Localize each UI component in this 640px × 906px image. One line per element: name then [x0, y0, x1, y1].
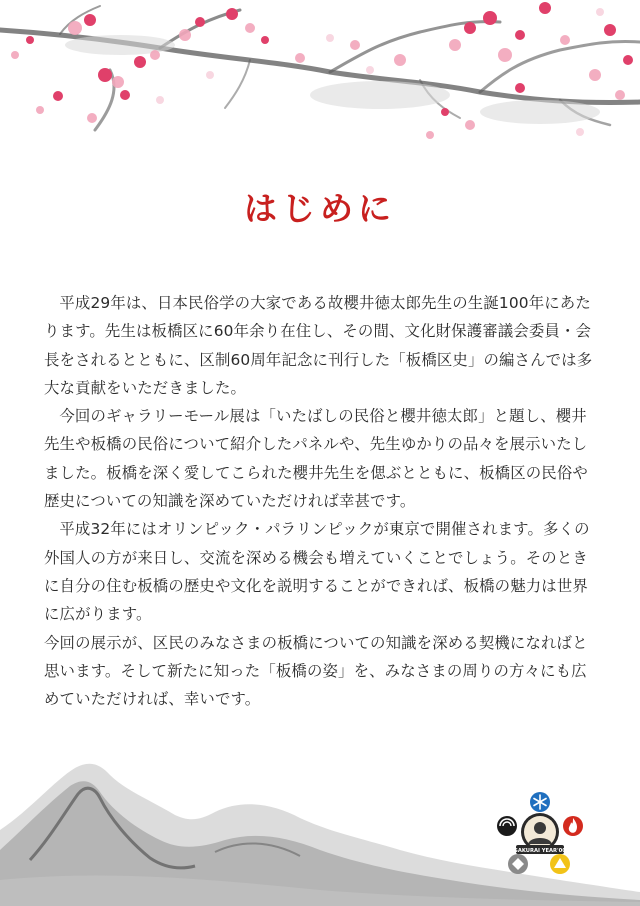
intro-body — [44, 289, 600, 713]
intro-paragraph-2: 今回のギャラリーモール展は「いたばしの民俗と櫻井徳太郎」と題し、櫻井先生や板橋の民俗について紹介したパネルや、先生ゆかりの品々を展示いたしました。板橋を深く愛してこられた櫻井先生を偲ぶとともに、板橋区の民俗や歴史についての知識を深めていただければ幸甚です。 — [44, 407, 588, 511]
logo-text: SAKURAI YEAR'00 — [514, 847, 566, 854]
flame-icon — [563, 816, 583, 836]
sun-icon — [550, 854, 570, 874]
page-title: はじめに — [244, 189, 396, 228]
intro-paragraph-4: 今回の展示が、区民のみなさまの板橋についての知識を深める契機になればと思います。そして新たに知った「板橋の姿」を、みなさまの周りの方々にも広めていただければ、幸いです。 — [44, 633, 588, 709]
cherry-blossom-branch-art — [0, 0, 640, 175]
leaf-icon — [508, 854, 528, 874]
intro-paragraph-1: 平成29年は、日本民俗学の大家である故櫻井徳太郎先生の生誕100年にあたります。先生は板橋区に60年余り在住し、その間、文化財保護審議会委員・会長をされるとともに、区制60周年記念に刊行した「板橋区史」の編さんでは多大な貢献をいただきました。 — [44, 294, 593, 397]
intro-paragraph-3: 平成32年にはオリンピック・パラリンピックが東京で開催されます。多くの外国人の方が来日し、交流を深める機会も増えていくことでしょう。そのときに自分の住む板橋の歴史や文化を説明することができれば、板橋の魅力は世界に広がります。 — [44, 520, 590, 624]
sakurai-year-logo — [494, 790, 586, 876]
snowflake-icon — [530, 792, 550, 812]
wave-icon — [497, 816, 517, 836]
